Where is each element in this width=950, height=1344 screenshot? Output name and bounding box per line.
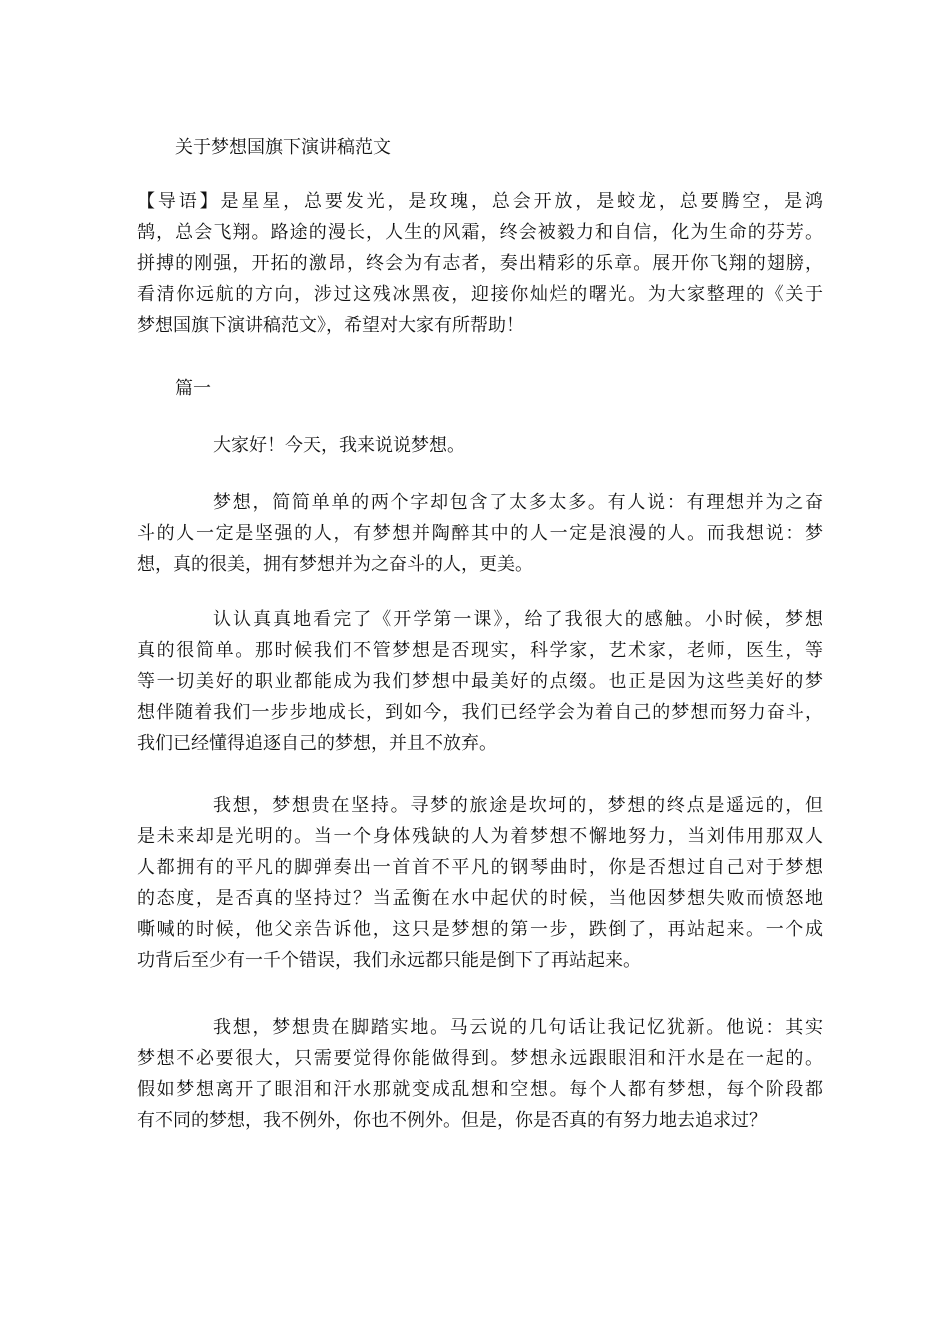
paragraph-line: 我想，梦想贵在坚持。寻梦的旅途是坎坷的，梦想的终点是遥远的，但 xyxy=(213,795,823,816)
paragraph-line: 想伴随着我们一步步地成长，到如今，我们已经学会为着自己的梦想而努力奋斗， xyxy=(137,702,823,723)
intro-paragraph xyxy=(137,186,823,341)
paragraph-line: 人都拥有的平凡的脚弹奏出一首首不平凡的钢琴曲时，你是否想过自己对于梦想 xyxy=(137,857,823,878)
paragraph-line: 是未来却是光明的。当一个身体残缺的人为着梦想不懈地努力，当刘伟用那双人 xyxy=(137,826,823,847)
paragraph-line: 有不同的梦想，我不例外，你也不例外。但是，你是否真的有努力地去追求过？ xyxy=(137,1110,767,1131)
body-paragraph-3 xyxy=(137,790,823,976)
document-title: 关于梦想国旗下演讲稿范文 xyxy=(175,137,391,158)
body-paragraph-1 xyxy=(137,487,823,580)
intro-line: 【导语】是星星，总要发光，是玫瑰，总会开放，是蛟龙，总要腾空，是鸿 xyxy=(137,191,823,212)
section-heading: 篇一 xyxy=(175,378,211,399)
paragraph-line: 我们已经懂得追逐自己的梦想，并且不放弃。 xyxy=(137,733,497,754)
section-heading-paragraph xyxy=(137,373,823,404)
paragraph-line: 的态度，是否真的坚持过？当孟衡在水中起伏的时候，当他因梦想失败而愤怒地 xyxy=(137,888,823,909)
paragraph-line: 我想，梦想贵在脚踏实地。马云说的几句话让我记忆犹新。他说：其实 xyxy=(213,1017,823,1038)
paragraph-line: 梦想不必要很大，只需要觉得你能做得到。梦想永远跟眼泪和汗水是在一起的。 xyxy=(137,1048,823,1069)
paragraph-line: 想，真的很美，拥有梦想并为之奋斗的人，更美。 xyxy=(137,554,533,575)
paragraph-line: 真的很简单。那时候我们不管梦想是否现实，科学家，艺术家，老师，医生，等 xyxy=(137,640,823,661)
greeting-line: 大家好！今天，我来说说梦想。 xyxy=(213,435,465,456)
paragraph-line: 等一切美好的职业都能成为我们梦想中最美好的点缀。也正是因为这些美好的梦 xyxy=(137,671,823,692)
intro-line: 拼搏的刚强，开拓的激昂，终会为有志者，奏出精彩的乐章。展开你飞翔的翅膀， xyxy=(137,253,823,274)
paragraph-line: 斗的人一定是坚强的人，有梦想并陶醉其中的人一定是浪漫的人。而我想说：梦 xyxy=(137,523,823,544)
paragraph-line: 嘶喊的时候，他父亲告诉他，这只是梦想的第一步，跌倒了，再站起来。一个成 xyxy=(137,919,823,940)
paragraph-line: 梦想，简简单单的两个字却包含了太多太多。有人说：有理想并为之奋 xyxy=(213,492,823,513)
intro-line: 鹄，总会飞翔。路途的漫长，人生的风霜，终会被毅力和自信，化为生命的芬芳。 xyxy=(137,222,823,243)
intro-line: 看清你远航的方向，涉过这残冰黑夜，迎接你灿烂的曙光。为大家整理的《关于 xyxy=(137,284,823,305)
body-paragraph-4 xyxy=(137,1012,823,1136)
paragraph-line: 功背后至少有一千个错误，我们永远都只能是倒下了再站起来。 xyxy=(137,950,641,971)
greeting-paragraph xyxy=(137,430,823,461)
intro-line: 梦想国旗下演讲稿范文》，希望对大家有所帮助！ xyxy=(137,315,524,336)
paragraph-line: 认认真真地看完了《开学第一课》，给了我很大的感触。小时候，梦想 xyxy=(213,609,823,630)
body-paragraph-2 xyxy=(137,604,823,759)
paragraph-line: 假如梦想离开了眼泪和汗水那就变成乱想和空想。每个人都有梦想，每个阶段都 xyxy=(137,1079,823,1100)
